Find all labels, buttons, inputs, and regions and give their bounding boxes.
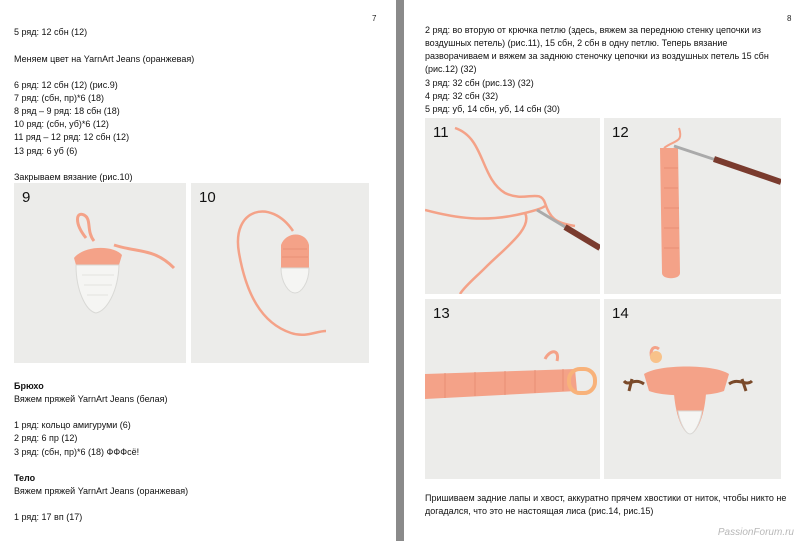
row-2-instructions: 2 ряд: во вторую от крючка петлю (здесь, вяжем за переднюю стенку цепочки из воздушных петель) (рис.11), 15 сбн, 2 сбн в одну петлю. Теперь вязание разворачиваем и вяжем за заднюю стеночку цепочки из воздушных петель 15 сбн (рис.12) (32) <box>425 25 769 74</box>
body-row-1: 1 ряд: 17 вп (17) <box>14 512 83 522</box>
belly-heading: Брюхо <box>14 381 44 391</box>
photo-10-image <box>191 183 369 363</box>
color-change-text: Меняем цвет на YarnArt Jeans (оранжевая) <box>14 54 195 64</box>
photo-9 <box>14 183 186 363</box>
photo-10-number: 10 <box>199 189 216 206</box>
row-5-text: 5 ряд: уб, 14 сбн, уб, 14 сбн (30) <box>425 104 560 114</box>
photo-13-image <box>425 299 600 479</box>
photo-9-image <box>14 183 186 363</box>
photo-10 <box>191 183 369 363</box>
row-4-text: 4 ряд: 32 сбн (32) <box>425 91 499 101</box>
close-knitting-text: Закрываем вязание (рис.10) <box>14 172 133 182</box>
photo-13-number: 13 <box>433 305 450 322</box>
photo-14 <box>604 299 781 479</box>
belly-yarn-text: Вяжем пряжей YarnArt Jeans (белая) <box>14 394 168 404</box>
page-number: 7 <box>372 14 377 23</box>
photo-9-number: 9 <box>22 189 31 206</box>
row-3-text: 3 ряд: 32 сбн (рис.13) (32) <box>425 78 534 88</box>
belly-row-3: 3 ряд: (сбн, пр)*6 (18) ФФФсё! <box>14 447 140 457</box>
row-6-text: 6 ряд: 12 сбн (12) (рис.9) <box>14 80 118 90</box>
row-10-text: 10 ряд: (сбн, уб)*6 (12) <box>14 119 109 129</box>
right-page <box>404 0 800 541</box>
row-5-text: 5 ряд: 12 сбн (12) <box>14 27 88 37</box>
row-13-text: 13 ряд: 6 уб (6) <box>14 146 78 156</box>
photo-13 <box>425 299 600 479</box>
belly-row-1: 1 ряд: кольцо амигуруми (6) <box>14 420 131 430</box>
watermark: PassionForum.ru <box>717 527 794 538</box>
row-11-12-text: 11 ряд – 12 ряд: 12 сбн (12) <box>14 132 130 142</box>
page-number: 8 <box>787 14 792 23</box>
body-heading: Тело <box>14 473 36 483</box>
photo-14-image <box>604 299 781 479</box>
belly-row-2: 2 ряд: 6 пр (12) <box>14 433 78 443</box>
photo-11 <box>425 118 600 294</box>
photo-11-image <box>425 118 600 294</box>
photo-14-number: 14 <box>612 305 629 322</box>
left-page <box>0 0 396 541</box>
photo-11-number: 11 <box>433 124 449 141</box>
photo-12-number: 12 <box>612 124 629 141</box>
row-7-text: 7 ряд: (сбн, пр)*6 (18) <box>14 93 105 103</box>
photo-12-image <box>604 118 781 294</box>
body-yarn-text: Вяжем пряжей YarnArt Jeans (оранжевая) <box>14 486 189 496</box>
row-8-9-text: 8 ряд – 9 ряд: 18 сбн (18) <box>14 106 120 116</box>
photo-12 <box>604 118 781 294</box>
final-instructions: Пришиваем задние лапы и хвост, аккуратно прячем хвостики от ниток, чтобы никто не догадался, что это не настоящая лиса (рис.14, рис.15) <box>425 493 787 516</box>
